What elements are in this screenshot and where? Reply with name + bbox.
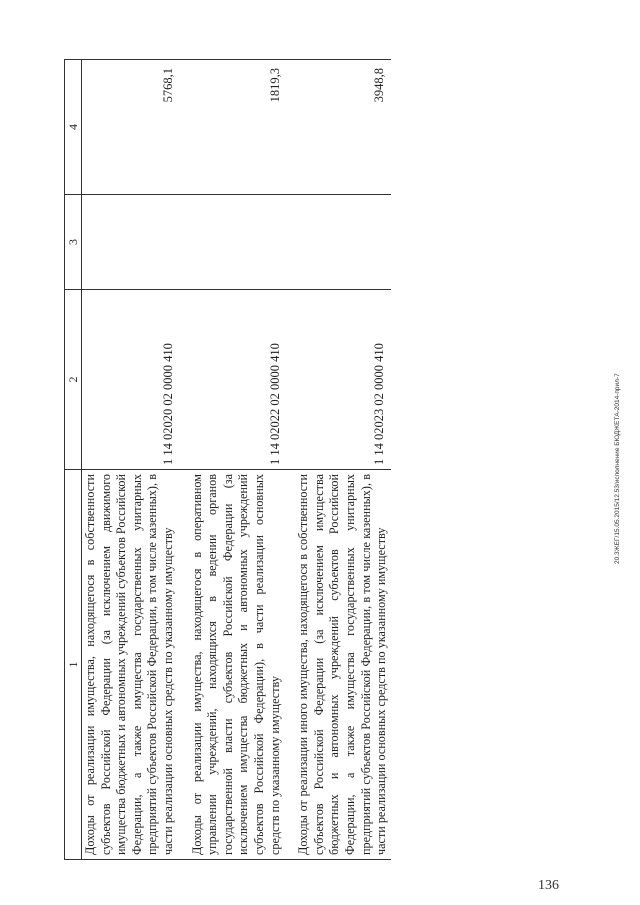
row-col3 [189,195,296,290]
row-code: 1 14 02023 02 0000 410 [295,290,391,470]
row-description: Доходы от реализации иного имущества, находящегося в собственности субъектов Российской Федерации (за исключением имущества бюджетных и автономных учреждений субъектов Российской Федерации, а также имущества государственных унитарных предприятий субъектов Российской Федерации, в том числе казенных), в части реализации основных средств по указанному имуществу [295,470,391,860]
row-value: 3948,8 [295,60,391,195]
table-row [295,60,391,860]
row-code: 1 14 02022 02 0000 410 [189,290,296,470]
header-col-4: 4 [65,60,82,195]
row-code: 1 14 02020 02 0000 410 [82,290,189,470]
header-col-1: 1 [65,470,82,860]
row-description: Доходы от реализации имущества, находящегося в оперативном управлении учреждений, находящихся в ведении органов государственной власти субъектов Российской Федерации (за исключением имущества бюджетных и автономных учреждений субъектов Российской Федерации), в части реализации основных средств по указанному имуществу [189,470,296,860]
header-col-3: 3 [65,195,82,290]
row-col3 [295,195,391,290]
table-header-row [65,60,82,860]
table-row [189,60,296,860]
page-number: 136 [538,878,559,893]
rotated-content [64,60,484,860]
revenue-table [64,59,391,860]
row-value: 1819,3 [189,60,296,195]
table-row [82,60,189,860]
side-note: 20.3ЖЕГ/15.05.2015/12.53/исполнение БЮДЖЕТА-2014-прил-7 [614,373,621,564]
row-description: Доходы от реализации имущества, находящегося в собственности субъектов Российской Федерации (за исключением движимого имущества бюджетных и автономных учреждений субъектов Российской Федерации, а также имущества государственных унитарных предприятий субъектов Российской Федерации, в том числе казенных), в части реализации основных средств по указанному имуществу [82,470,189,860]
row-col3 [82,195,189,290]
row-value: 5768,1 [82,60,189,195]
header-col-2: 2 [65,290,82,470]
